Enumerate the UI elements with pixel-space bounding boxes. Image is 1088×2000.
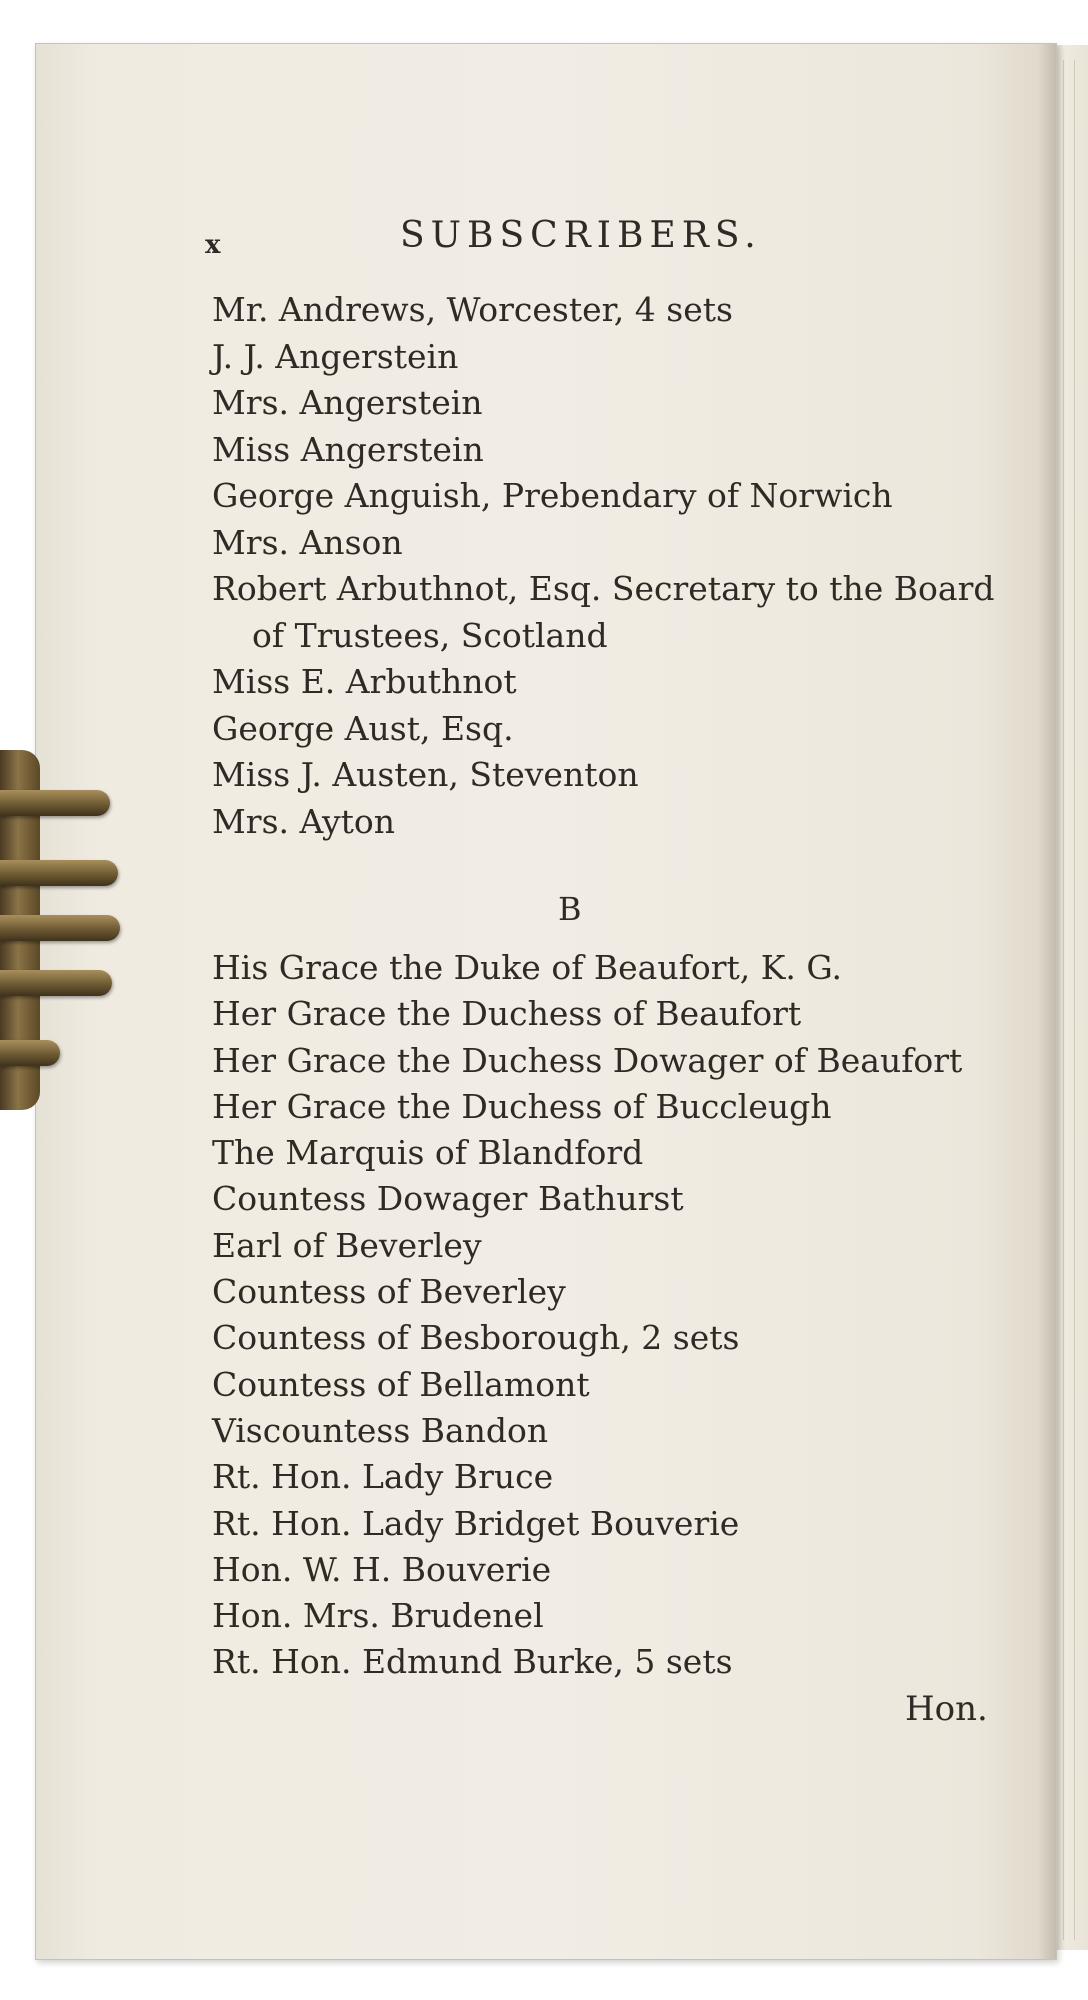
subscriber-entry: Mrs. Ayton: [212, 801, 395, 841]
subscriber-entry: Hon. Mrs. Brudenel: [212, 1596, 544, 1636]
subscriber-entry: Hon. W. H. Bouverie: [212, 1549, 552, 1589]
catchword: Hon.: [905, 1689, 988, 1729]
subscriber-entry: Miss Angerstein: [212, 429, 484, 469]
clamp-finger: [0, 860, 118, 886]
subscriber-entry: Viscountess Bandon: [212, 1410, 549, 1450]
subscriber-entry: Countess of Beverley: [212, 1272, 566, 1312]
page-gutter-shadow: [1038, 44, 1056, 1959]
subscriber-entry: Earl of Beverley: [212, 1225, 482, 1265]
subscriber-entry: George Aust, Esq.: [212, 708, 514, 748]
subscriber-entry: Miss E. Arbuthnot: [212, 662, 517, 701]
subscriber-entry: Mr. Andrews, Worcester, 4 sets: [212, 290, 733, 329]
clamp-finger: [0, 915, 120, 941]
clamp-finger: [0, 1040, 60, 1066]
subscriber-entry: Her Grace the Duchess of Beaufort: [212, 994, 802, 1034]
subscriber-entry: Miss J. Austen, Steventon: [212, 755, 639, 794]
subscriber-entry-continuation: of Trustees, Scotland: [252, 615, 608, 655]
brass-book-clamp: [0, 750, 125, 1110]
subscriber-entry: Countess Dowager Bathurst: [212, 1179, 684, 1219]
subscriber-entry: Countess of Besborough, 2 sets: [212, 1318, 740, 1358]
subscriber-entry: Rt. Hon. Lady Bridget Bouverie: [212, 1503, 740, 1543]
subscriber-list-a: [212, 287, 1012, 845]
subscriber-entry: Her Grace the Duchess of Buccleugh: [212, 1086, 832, 1126]
subscriber-entry: J. J. Angerstein: [212, 336, 459, 376]
subscriber-entry: The Marquis of Blandford: [212, 1133, 644, 1173]
section-letter-b: B: [558, 890, 582, 928]
clamp-finger: [0, 790, 110, 816]
subscriber-entry: Robert Arbuthnot, Esq. Secretary to the Board: [212, 569, 995, 608]
subscriber-entry: His Grace the Duke of Beaufort, K. G.: [212, 948, 843, 987]
subscriber-entry: Countess of Bellamont: [212, 1364, 590, 1404]
page-number: x: [205, 230, 221, 260]
subscriber-entry: Rt. Hon. Edmund Burke, 5 sets: [212, 1642, 733, 1682]
subscriber-list-b: [212, 945, 1012, 1686]
subscriber-entry: Rt. Hon. Lady Bruce: [212, 1457, 554, 1497]
subscriber-entry: Mrs. Anson: [212, 522, 403, 562]
clamp-finger: [0, 970, 112, 996]
subscriber-entry: Her Grace the Duchess Dowager of Beaufort: [212, 1040, 963, 1080]
page-block-edge: [1063, 60, 1075, 1940]
subscriber-entry: Mrs. Angerstein: [212, 383, 483, 422]
subscriber-entry: George Anguish, Prebendary of Norwich: [212, 476, 893, 515]
running-head: SUBSCRIBERS.: [400, 215, 762, 256]
